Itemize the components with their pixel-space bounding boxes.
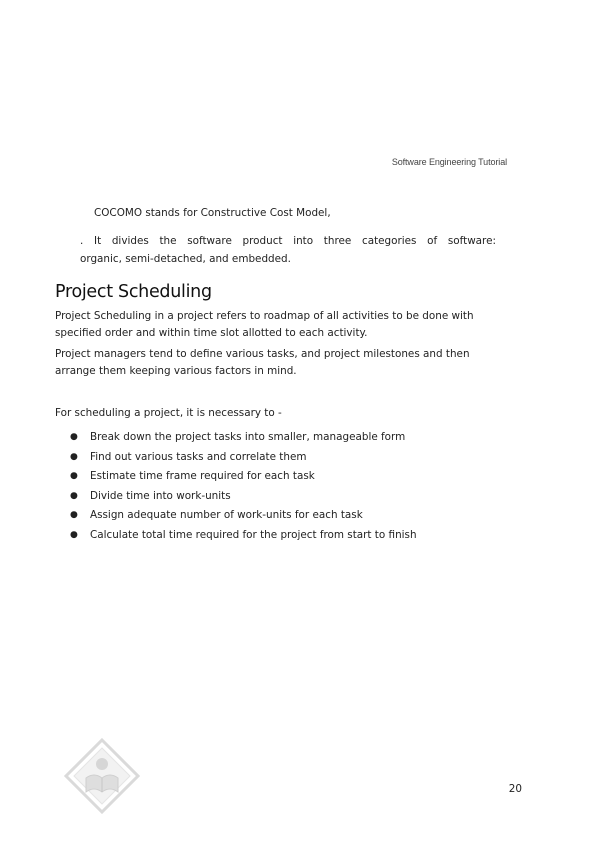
bullet-icon: ● — [70, 432, 78, 442]
paragraph-intro-list: For scheduling a project, it is necessary to - — [55, 407, 282, 419]
bullet-icon: ● — [70, 471, 78, 481]
cocomo-description-line-2: organic, semi-detached, and embedded. — [80, 253, 291, 265]
list-item-text: Estimate time frame required for each task — [90, 470, 315, 482]
list-item-text: Find out various tasks and correlate them — [90, 450, 307, 463]
cocomo-description-line-1: . It divides the software product into three categories of software: — [80, 235, 496, 247]
paragraph-definition: Project Scheduling in a project refers to roadmap of all activities to be done with specified order and within time slot allotted to each activity. — [55, 310, 474, 339]
bullet-icon: ● — [70, 451, 78, 462]
paragraph-managers: Project managers tend to define various tasks, and project milestones and then arrange them keeping various factors in mind. — [55, 348, 470, 377]
list-item — [70, 467, 417, 487]
list-item-text: Divide time into work-units — [90, 489, 231, 502]
list-item — [70, 526, 417, 546]
running-header: Software Engineering Tutorial — [391, 157, 507, 167]
bullet-list — [70, 428, 417, 545]
page-number: 20 — [508, 783, 522, 795]
cocomo-description — [80, 232, 496, 268]
bullet-icon: ● — [70, 510, 78, 520]
list-item — [70, 487, 417, 507]
list-item — [70, 506, 417, 526]
list-item-text: Calculate total time required for the project from start to finish — [90, 528, 417, 541]
section-title: Project Scheduling — [55, 282, 212, 302]
bullet-icon: ● — [70, 529, 78, 540]
list-item — [70, 448, 417, 468]
bullet-icon: ● — [70, 490, 78, 501]
cocomo-line: COCOMO stands for Constructive Cost Model, — [94, 207, 331, 219]
list-item-text: Break down the project tasks into smaller, manageable form — [90, 431, 406, 443]
list-item — [70, 428, 417, 448]
tutorialspoint-logo-icon — [64, 738, 140, 814]
list-item-text: Assign adequate number of work-units for each task — [90, 509, 363, 521]
